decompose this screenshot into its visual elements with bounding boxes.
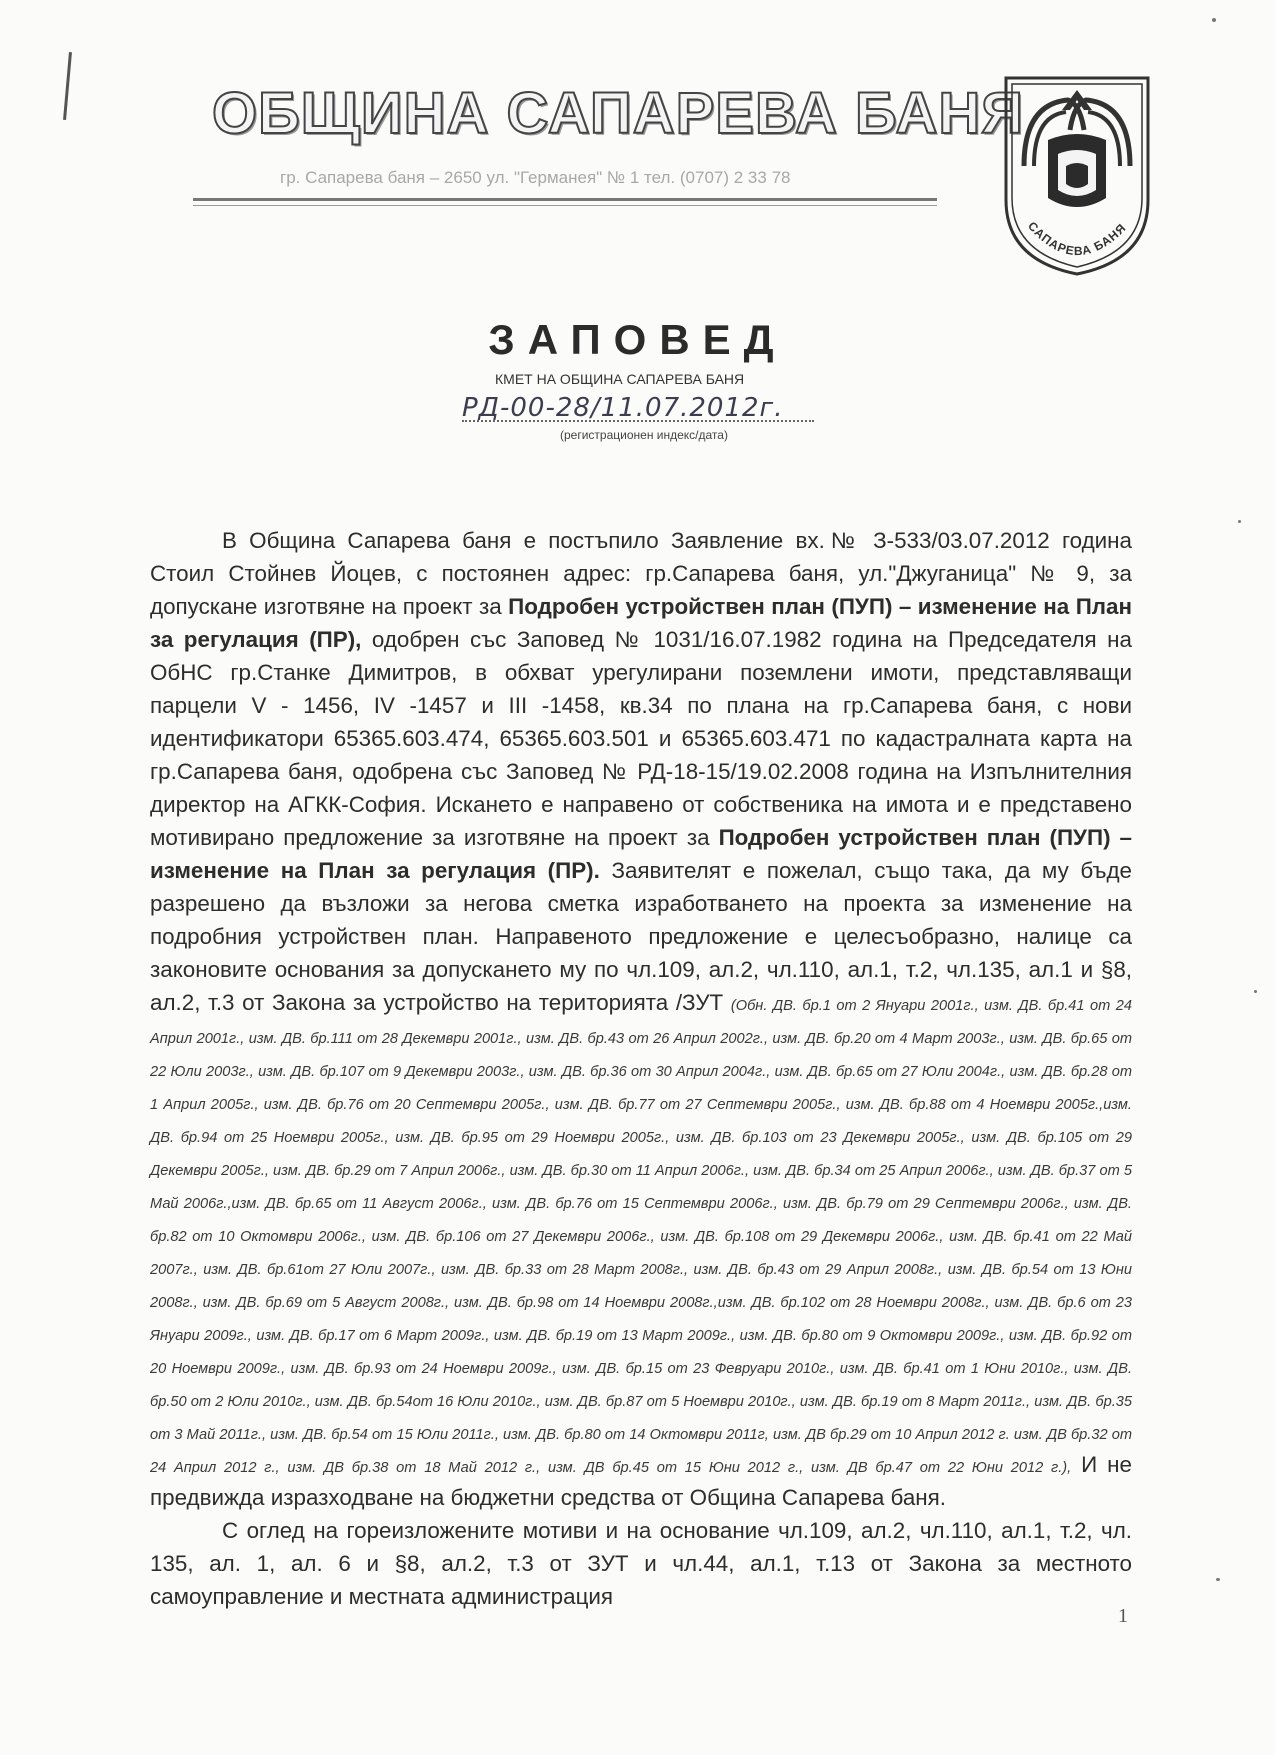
p1-plan-title-1: Подробен устройствен план (ПУП) – изменение на План за регулация (ПР),	[150, 594, 1132, 652]
issuer-line: КМЕТ НА ОБЩИНА САПАРЕВА БАНЯ	[495, 371, 745, 387]
legal-basis-paragraph: С оглед на гореизложените мотиви и на основание чл.109, ал.2, чл.110, ал.1, т.2, чл. 135, ал. 1, ал. 6 и §8, ал.2, т.3 от ЗУТ и чл.44, ал.1, т.13 от Закона за местното самоуправление и местната администрация	[150, 1518, 1132, 1609]
document-title: ЗАПОВЕД	[488, 316, 787, 363]
page-number: 1	[1118, 1605, 1128, 1627]
header-divider	[193, 198, 937, 206]
registration-number: РД-00-28/11.07.2012г.	[462, 393, 784, 423]
scan-speck	[1216, 1578, 1220, 1581]
scan-speck	[1212, 18, 1216, 22]
p1-text-a: В Община Сапарева баня е постъпило Заявление вх.№ З-533/03.07.2012 година Стоил Стойнев Йоцев, с постоянен адрес: гр.Сапарева баня, ул."Джуганица" № 9, за допускане изготвяне на проект за	[150, 528, 1132, 619]
registration-caption: (регистрационен индекс/дата)	[560, 428, 728, 442]
municipality-name: ОБЩИНА САПАРЕВА БАНЯ	[212, 81, 1024, 146]
margin-pen-mark	[63, 52, 72, 120]
p1-plan-title-2: Подробен устройствен план (ПУП) – изменение на План за регулация (ПР).	[150, 825, 1132, 883]
registration-dotted-line	[462, 420, 814, 422]
crest-label: САПАРЕВА БАНЯ	[1025, 218, 1129, 259]
p1-text-c: одобрен със Заповед № 1031/16.07.1982 година на Председателя на ОбНС гр.Станке Димитров, в обхват урегулирани поземлени имоти, представляващи парцели V - 1456, IV -1457 и III -1458, кв.34 по плана на гр.Сапарева баня, с нови идентификатори 65365.603.474, 65365.603.501 и 65365.603.471 по кадастралната карта на гр.Сапарева баня, одобрена със Заповед № РД-18-15/19.02.2008 година на Изпълнителния директор на АГКК-София. Искането е направено от собственика на имота и е представено мотивирано предложение за изготвяне на проект за	[150, 627, 1132, 850]
law-amendment-references: (Обн. ДВ. бр.1 от 2 Януари 2001г., изм. ДВ. бр.41 от 24 Април 2001г., изм. ДВ. бр.111 от 28 Декември 2001г., изм. ДВ. бр.43 от 26 Април 2002г., изм. ДВ. бр.20 от 4 Март 2003г., изм. ДВ. бр.65 от 22 Юли 2003г., изм. ДВ. бр.107 от 9 Декември 2003г., изм. ДВ. бр.36 от 30 Април 2004г., изм. ДВ. бр.65 от 27 Юли 2004г., изм. ДВ. бр.28 от 1 Април 2005г., изм. ДВ. бр.76 от 20 Септември 2005г., изм. ДВ. бр.77 от 27 Септември 2005г., изм. ДВ. бр.88 от 4 Ноември 2005г.,изм. ДВ. бр.94 от 25 Ноември 2005г., изм. ДВ. бр.95 от 29 Ноември 2005г., изм. ДВ. бр.103 от 23 Декември 2005г., изм. ДВ. бр.105 от 29 Декември 2005г., изм. ДВ. бр.29 от 7 Април 2006г., изм. ДВ. бр.30 от 11 Април 2006г., изм. ДВ. бр.34 от 25 Април 2006г., изм. ДВ. бр.37 от 5 Май 2006г.,изм. ДВ. бр.65 от 11 Август 2006г., изм. ДВ. бр.76 от 15 Септември 2006г., изм. ДВ. бр.79 от 29 Септември 2006г., изм. ДВ. бр.82 от 10 Октомври 2006г., изм. ДВ. бр.106 от 27 Декември 2006г., изм. ДВ. бр.108 от 29 Декември 2006г., изм. ДВ. бр.41 от 22 Май 2007г., изм. ДВ. бр.61от 27 Юли 2007г., изм. ДВ. бр.33 от 28 Март 2008г., изм. ДВ. бр.43 от 29 Април 2008г., изм. ДВ. бр.54 от 13 Юни 2008г., изм. ДВ. бр.69 от 5 Август 2008г., изм. ДВ. бр.98 от 14 Ноември 2008г.,изм. ДВ. бр.102 от 28 Ноември 2008г., изм. ДВ. бр.6 от 23 Януари 2009г., изм. ДВ. бр.17 от 6 Март 2009г., изм. ДВ. бр.19 от 13 Март 2009г., изм. ДВ. бр.80 от 9 Октомври 2009г., изм. ДВ. бр.92 от 20 Ноември 2009г., изм. ДВ. бр.93 от 24 Ноември 2009г., изм. ДВ. бр.15 от 23 Февруари 2010г., изм. ДВ. бр.41 от 1 Юни 2010г., изм. ДВ. бр.50 от 2 Юли 2010г., изм. ДВ. бр.54от 16 Юли 2010г., изм. ДВ. бр.87 от 5 Ноември 2010г., изм. ДВ. бр.19 от 8 Март 2011г., изм. ДВ. бр.35 от 3 Май 2011г., изм. ДВ. бр.54 от 15 Юли 2011г., изм. ДВ. бр.80 от 14 Октомври 2011г, изм. ДВ бр.29 от 10 Април 2012 г. изм. ДВ бр.32 от 24 Април 2012 г., изм. ДВ бр.38 от 18 Май 2012 г., изм. ДВ бр.45 от 15 Юни 2012 г., изм. ДВ бр.47 от 22 Юни 2012 г.),	[150, 998, 1132, 1476]
order-body	[150, 524, 1132, 1613]
p1-text-f: И не предвижда изразходване на бюджетни средства от Община Сапарева баня.	[150, 1452, 1132, 1510]
municipality-address: гр. Сапарева баня – 2650 ул. "Германея" № 1 тел. (0707) 2 33 78	[280, 168, 791, 187]
scan-speck	[1254, 990, 1257, 993]
municipality-crest-icon	[1002, 70, 1152, 278]
motives-paragraph	[150, 524, 1132, 1514]
p1-text-e: Заявителят е пожелал, също така, да му бъде разрешено да възложи за негова сметка изработването на проекта за изменение на подробния устройствен план. Направеното предложение е целесъобразно, налице са законовите основания за допускането му по чл.109, ал.2, чл.110, ал.1, т.2, чл.135, ал.1 и §8, ал.2, т.3 от Закона за устройство на територията /ЗУТ	[150, 858, 1132, 1015]
scan-speck	[1238, 520, 1241, 523]
